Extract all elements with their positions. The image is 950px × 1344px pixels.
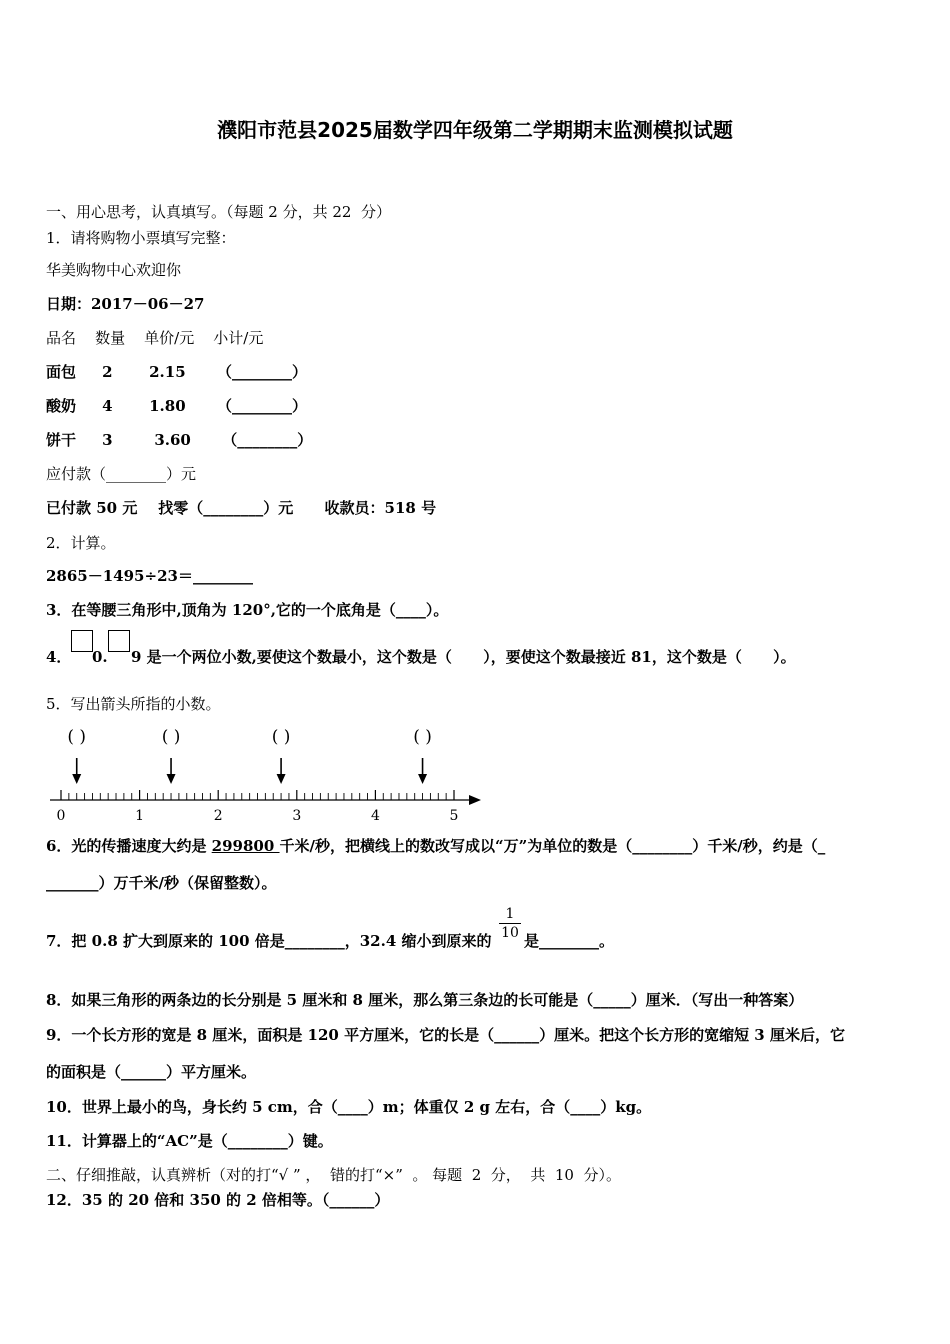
number-line-tick-label: 3 (292, 808, 302, 824)
number-line-tick-label: 1 (135, 808, 145, 824)
q7-fraction-denominator: 10 (501, 925, 519, 941)
number-line-tick-label: 0 (56, 808, 66, 824)
q7-prefix: 7．把 0.8 扩大到原来的 100 倍是________，32.4 缩小到原来的 (46, 932, 492, 950)
q9-line-2: 的面积是（______）平方厘米。 (46, 1063, 257, 1081)
pointer-arrow-head (277, 774, 286, 784)
q6-prefix: 6．光的传播速度大约是 (46, 837, 212, 855)
pointer-arrow-head (72, 774, 81, 784)
q3-text: 3．在等腰三角形中,顶角为 120°,它的一个底角是（____）。 (46, 601, 449, 619)
answer-parentheses: ( ) (161, 727, 181, 747)
q12-text: 12．35 的 20 倍和 350 的 2 倍相等。（______） (46, 1191, 390, 1209)
q6-line-2: _______）万千米/秒（保留整数）。 (46, 874, 277, 892)
number-line-tick-label: 4 (370, 808, 380, 824)
section-2-heading: 二、仔细推敲，认真辨析（对的打“√ ” ， 错的打“×” 。 每题 2 分， 共 10 分）。 (46, 1166, 621, 1184)
receipt-row-biscuit: 饼干 3 3.60 （________） (46, 431, 313, 449)
number-line-tick-label: 2 (213, 808, 223, 824)
number-line-figure (40, 720, 490, 826)
q1-stem: 1．请将购物小票填写完整： (46, 229, 236, 247)
q6-suffix: 千米/秒，把横线上的数改写成以“万”为单位的数是（________）千米/秒，约是（_ (279, 837, 826, 855)
answer-parentheses: ( ) (67, 727, 87, 747)
q9-line-1: 9．一个长方形的宽是 8 厘米，面积是 120 平方厘米，它的长是（______）厘米。把这个长方形的宽缩短 3 厘米后，它 (46, 1026, 845, 1044)
receipt-header: 品名 数量 单价/元 小计/元 (46, 329, 264, 347)
receipt-shop-name: 华美购物中心欢迎你 (46, 261, 182, 279)
section-1-heading: 一、用心思考，认真填写。（每题 2 分，共 22 分） (46, 203, 391, 221)
q6-underlined-number: 299800 (211, 837, 280, 855)
q4-decimal: 0. (92, 648, 108, 666)
receipt-row-yogurt: 酸奶 4 1.80 （________） (46, 397, 307, 415)
q8-text: 8．如果三角形的两条边的长分别是 5 厘米和 8 厘米，那么第三条边的长可能是（_____）厘米．（写出一种答案） (46, 991, 804, 1009)
q4-digit-box-2 (108, 630, 130, 652)
q7-fraction (499, 906, 521, 941)
pointer-arrow-head (167, 774, 176, 784)
q6-line-1 (46, 836, 825, 856)
q7-suffix: 是________。 (524, 932, 615, 950)
pointer-arrow-head (418, 774, 427, 784)
q10-text: 10．世界上最小的鸟，身长约 5 cm，合（____）m；体重仅 2 g 左右，合（____）kg。 (46, 1098, 652, 1116)
q2-expression: 2865－1495÷23＝________ (46, 567, 253, 585)
q11-text: 11．计算器上的“AC”是（________）键。 (46, 1132, 333, 1150)
q4-text: 9 是一个两位小数,要使这个数最小，这个数是（ ），要使这个数最接近 81，这个数是（ ）。 (131, 648, 796, 666)
q7-fraction-numerator: 1 (505, 906, 515, 922)
answer-parentheses: ( ) (413, 727, 432, 747)
q4-number: 4． (46, 648, 72, 666)
q5-stem: 5．写出箭头所指的小数。 (46, 695, 221, 713)
receipt-paid-change: 已付款 50 元 找零（________）元 收款员：518 号 (46, 499, 437, 517)
number-line-arrowhead (469, 795, 481, 805)
q2-stem: 2．计算。 (46, 534, 116, 552)
page-title: 濮阳市范县2025届数学四年级第二学期期末监测模拟试题 (217, 118, 733, 142)
receipt-date: 日期：2017－06－27 (46, 295, 205, 313)
number-line-tick-label: 5 (449, 808, 459, 824)
q4-digit-box-1 (71, 630, 93, 652)
receipt-amount-due: 应付款（________）元 (46, 465, 197, 483)
receipt-row-bread: 面包 2 2.15 （________） (46, 363, 307, 381)
answer-parentheses: ( ) (271, 727, 291, 747)
